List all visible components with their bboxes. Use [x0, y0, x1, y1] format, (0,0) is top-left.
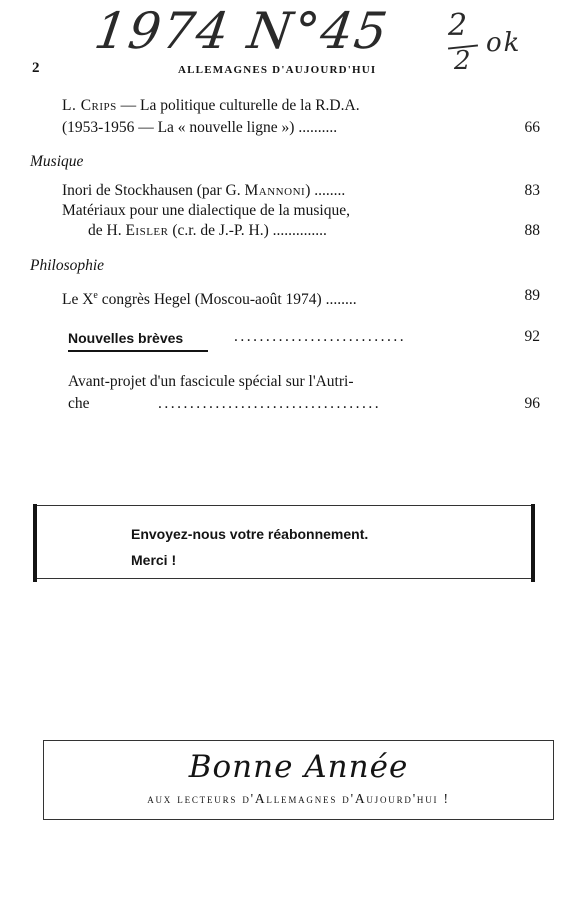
- toc-entry-avant-projet: [68, 372, 540, 416]
- entry-title: Nouvelles brèves: [68, 330, 184, 346]
- entry-title-line1: — La politique culturelle de la R.D.A.: [116, 97, 360, 114]
- entry-title-line2: che: [68, 395, 90, 412]
- section-heading-musique: Musique: [30, 153, 84, 170]
- bracket-right: [531, 504, 535, 582]
- author-name: Eisler: [125, 222, 169, 239]
- entry-title-line2: de H.: [88, 222, 126, 239]
- toc-entry-inori: [62, 181, 540, 203]
- notice-line2: Merci !: [131, 552, 177, 568]
- page-number: 2: [32, 60, 40, 76]
- handwritten-ok-mark: ok: [486, 28, 522, 58]
- page-ref: 88: [524, 222, 540, 239]
- entry-title: Le X: [62, 291, 94, 309]
- entry-dots: ...................................: [158, 395, 382, 412]
- page-ref: 66: [524, 119, 540, 136]
- greeting-subtitle: aux lecteurs d'Allemagnes d'Aujourd'hui !: [147, 791, 450, 806]
- section-heading-philosophie: Philosophie: [30, 257, 105, 274]
- toc-entry-materiaux: [62, 201, 540, 245]
- handwritten-fraction-bottom: 2: [454, 46, 473, 76]
- entry-dots: ...........................: [234, 328, 407, 345]
- handwritten-fraction-top: 2: [448, 8, 470, 43]
- renewal-notice-box: [33, 505, 535, 579]
- superscript: e: [93, 290, 98, 301]
- toc-entry-nouvelles: [68, 327, 540, 349]
- notice-line1: Envoyez-nous votre réabonnement.: [131, 526, 369, 542]
- page-ref: 92: [524, 328, 540, 345]
- bracket-left: [33, 504, 37, 582]
- toc-entry-crips: [62, 96, 540, 140]
- entry-dots: ) ........: [305, 182, 346, 199]
- handwritten-issue-note: 1974 N°45: [90, 2, 393, 60]
- entry-title-line2: (1953-1956 — La « nouvelle ligne ») ..........: [62, 119, 338, 136]
- page-ref: 83: [524, 182, 540, 199]
- greeting-box: [43, 740, 554, 820]
- page-ref: 89: [524, 287, 540, 304]
- greeting-title: Bonne Année: [188, 749, 409, 785]
- toc-entry-hegel: [62, 286, 540, 308]
- entry-dots: (c.r. de J.-P. H.) ..............: [168, 222, 327, 239]
- entry-title-rest: congrès Hegel (Moscou-août 1974) ........: [97, 291, 357, 309]
- author-name: Mannoni: [244, 182, 306, 199]
- author-name: L. Crips: [62, 97, 117, 114]
- underline-rule: [68, 350, 208, 352]
- entry-title-line1: Matériaux pour une dialectique de la musique,: [62, 202, 350, 219]
- page-ref: 96: [524, 395, 540, 412]
- entry-title: Inori de Stockhausen (par G.: [62, 182, 245, 199]
- entry-title-line1: Avant-projet d'un fascicule spécial sur l'Autri-: [68, 373, 354, 390]
- running-title: ALLEMAGNES D'AUJOURD'HUI: [178, 64, 377, 76]
